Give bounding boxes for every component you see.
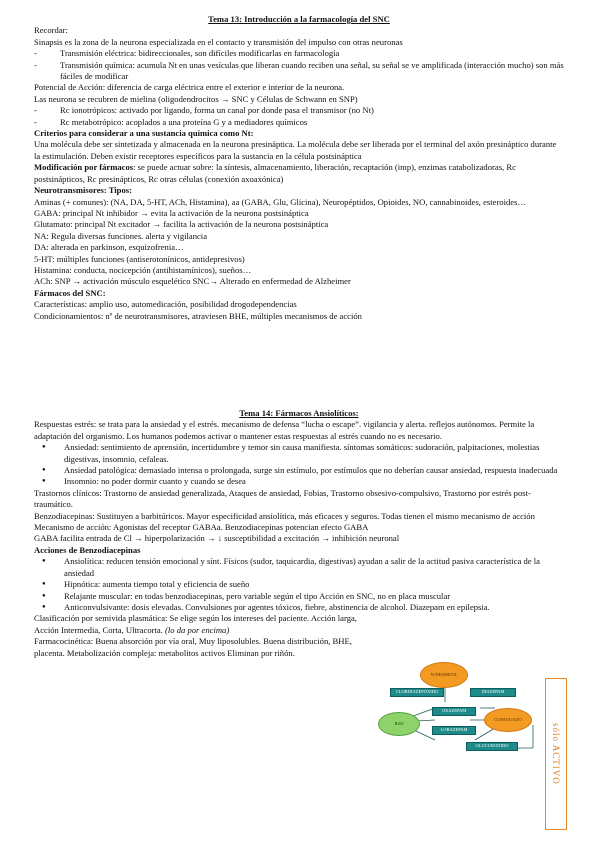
clasificacion-paragraph xyxy=(34,613,364,636)
da-text: DA: alterada en parkinson, esquizofrenia… xyxy=(34,242,184,253)
rc-metabotropico: - Rc metabotrópico: acoplados a una proteína G y a mediadores químicos xyxy=(34,117,564,128)
accion-relajante: ● Relajante muscular: en todas benzodiacepinas, pero variable según el tipo Acción en SNC, no en placa muscular xyxy=(34,591,564,602)
modificacion-paragraph xyxy=(34,162,564,185)
benzodiacepinas-text: Benzodiacepinas: Sustituyen a barbitúricos. Mayor especificidad ansiolítica, más eficaces y seguros. Todas tienen el mismo mecanismo de acción xyxy=(34,510,535,521)
tema14-section xyxy=(34,408,564,659)
modificacion-heading: Modificación por fármacos xyxy=(34,162,134,173)
lorazepam-box: LORAZEPAM xyxy=(432,726,476,735)
caracteristicas-text: Características: amplio uso, automedicación, posibilidad drogodependencias xyxy=(34,299,297,310)
condicionamientos-text: Condicionamientos: nº de neurotransmisores, atraviesen BHE, múltiples mecanismos de acción xyxy=(34,310,362,321)
bzd-node: BZD xyxy=(378,712,420,736)
5ht-text: 5-HT: múltiples funciones (antiserotonínicos, antidepresivos) xyxy=(34,253,245,264)
bullet-insomnio: ● Insomnio: no poder dormir cuanto y cuando se desea xyxy=(34,476,564,487)
accion-hipnotica: ● Hipnótica: aumenta tiempo total y eficiencia de sueño xyxy=(34,579,564,590)
acciones-heading: Acciones de Benzodiacepinas xyxy=(34,544,141,555)
clordiazepoxido-box: CLORDIAZEPÓXIDO xyxy=(390,688,444,697)
glucuronido-box: GLUCURONIDO xyxy=(466,742,518,751)
conjugado-node: CONJUGADO xyxy=(484,708,532,732)
mecanismo-text: Mecanismo de acción: Agonistas del receptor GABAa. Benzodiacepinas potencian efecto GABA xyxy=(34,522,369,533)
farmacocinetica-text: Farmacocinética: Buena absorción por vía oral, Muy liposolubles. Buena distribución, BHE, placenta. Metabolización compleja: metabolitos activos Eliminan por riñón. xyxy=(34,636,352,658)
na-text: NA: Regula diversas funciones. alerta y vigilancia xyxy=(34,230,208,241)
clasificacion-text: Clasificación por semivida plasmática: Se elige según los intereses del paciente. Acción larga, Acción Intermedia, Corta, Ultracorta. xyxy=(34,613,357,635)
respuestas-estres: Respuestas estrés: se trata para la ansiedad y el estrés. mecanismo de defensa “lucha o escape”. vigilancia y alerta. reflejos autónomos. Permite la adaptación del organismo. Los humanos podemos activar o mantener estas respuestas al estrés cuando no es necesario. xyxy=(34,419,535,441)
criterios-text: Una molécula debe ser sintetizada y almacenada en la neurona presináptica. La molécula debe ser liberada por el terminal del axón presináptico durante la estimulación. Deben existir receptores específicos para la sustancia en la célula postsináptica xyxy=(34,139,557,161)
bullet-ansiedad: ● Ansiedad: sentimiento de aprensión, incertidumbre y temor sin causa manifiesta. síntomas somáticos: sudoración, palpitaciones, molestias digestivas, insomnio, cefaleas. xyxy=(34,442,564,465)
glutamato-text: Glutamato: principal Nt excitador → facilita la activación de la neurona postsináptica xyxy=(34,219,329,230)
tema13-title: Tema 13: Introducción a la farmacología del SNC xyxy=(208,14,390,24)
recordar-label: Recordar: xyxy=(34,25,68,36)
accion-anticonvulsivante: ● Anticonvulsivante: dosis elevadas. Convulsiones por agentes tóxicos, fiebre, abstinencia de alcohol. Diazepam en epilepsia. xyxy=(34,602,564,613)
diazepam-box: DIAZEPAM xyxy=(470,688,516,697)
side-label: sólo ACTIVO xyxy=(551,723,561,785)
ach-text: ACh: SNP → activación músculo esquelético SNC→ Alterado en enfermedad de Alzheimer xyxy=(34,276,351,287)
rc-ionotropicos: - Rc ionotrópicos: activado por ligando, forma un canal por donde pasa el transmisor (no Nt) xyxy=(34,105,564,116)
histamina-text: Histamina: conducta, nocicepción (antihistamínicos), sueños… xyxy=(34,264,252,275)
n-desmetil-node: N-DESMETIL xyxy=(420,662,468,688)
modificacion-text: : se puede actuar sobre: la síntesis, almacenamiento, liberación, recaptación (imp), enzimas catabolizadoras, Rc postsinápticos, Rc presinápticos, Rc otras células (conexión axoaxónica) xyxy=(34,162,516,184)
neurotransmisores-heading: Neurotransmisores: Tipos: xyxy=(34,185,132,196)
side-label-box xyxy=(545,678,567,830)
aminas-text: Aminas (+ comunes): (NA, DA, 5-HT, ACh, Histamina), aa (GABA, Glu, Glicina), Neuropéptidos, Opioides, NO, cannabinoides, esteroides… xyxy=(34,196,527,207)
potencial-text: Potencial de Acción: diferencia de carga eléctrica entre el exterior e interior de la neurona. xyxy=(34,82,345,93)
clasificacion-note: (lo da por encima) xyxy=(165,624,230,635)
tema14-title: Tema 14: Fármacos Ansiolíticos: xyxy=(239,408,359,418)
gaba-text: GABA: principal Nt inhibidor → evita la activación de la neurona postsináptica xyxy=(34,207,309,218)
bullet-ansiedad-patologica: ● Ansiedad patológica: demasiado intensa o prolongada, surge sin estímulo, por estímulos que no deberían causar ansiedad, respuesta inadecuada xyxy=(34,465,564,476)
transmision-quimica: - Transmisión química: acumula Nt en unas vesículas que liberan cuando reciben una señal, su señal se ve amplificada (interacción mucho) son más fáciles de modificar xyxy=(34,60,564,83)
criterios-heading: Criterios para considerar a una sustancia química como Nt: xyxy=(34,128,254,139)
connector-line xyxy=(475,728,495,740)
oxazepam-box: OXAZEPAM xyxy=(432,707,476,716)
sinapsis-text: Sinapsis es la zona de la neurona especializada en el contacto y transmisión del impulso con otras neuronas xyxy=(34,36,403,47)
transmision-electrica: - Transmisión eléctrica: bidireccionales, son difíciles modificarlas en farmacología xyxy=(34,48,564,59)
trastornos-text: Trastornos clínicos: Trastorno de ansiedad generalizada, Ataques de ansiedad, Fobias, Trastorno obsesivo-compulsivo, Trastorno por estrés post-traumático. xyxy=(34,487,531,510)
farmacos-snc-heading: Fármacos del SNC: xyxy=(34,287,106,298)
tema13-section xyxy=(34,14,564,322)
mielina-text: Las neurona se recubren de mielina (oligodendrocitos → SNC y Células de Schwann en SNP) xyxy=(34,93,358,104)
accion-ansiolitica: ● Ansiolítica: reducen tensión emocional y sínt. Físicos (sudor, taquicardia, digestivas) ayudan a salir de la actitud pasiva característica de la ansiedad xyxy=(34,556,564,579)
gaba-cl-text: GABA facilita entrada de Cl → hiperpolarización → ↓ susceptibilidad a excitación → inhibición neuronal xyxy=(34,533,400,544)
